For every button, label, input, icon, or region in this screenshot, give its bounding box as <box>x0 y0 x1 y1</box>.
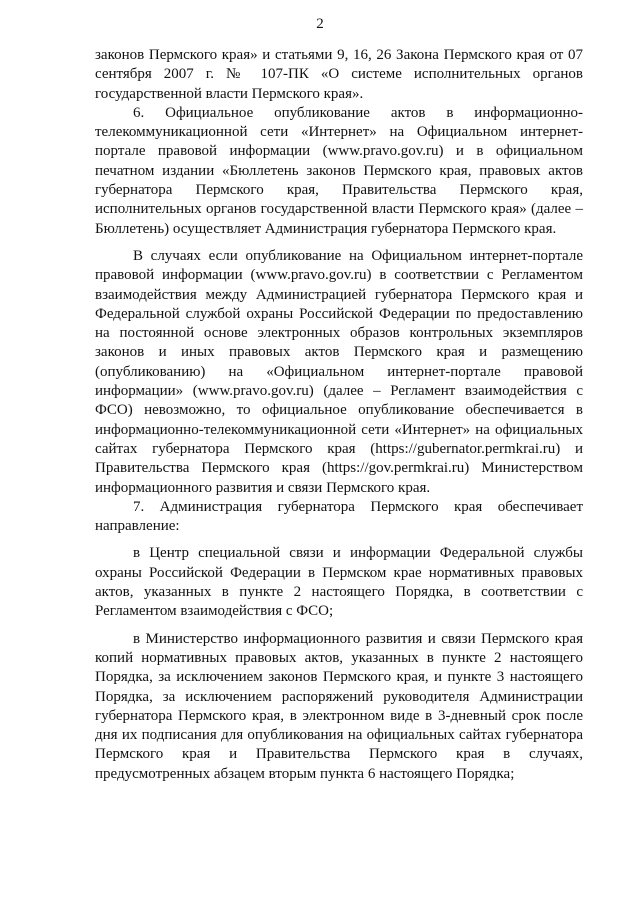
paragraph-item-7-ministry: в Министерство информационного развития и связи Пермского края копий нормативных правовых актов, указанных в пункте 2 настоящего Порядка, за исключением законов Пермского края, и пункте 3 настоящего Порядка, за исключением распоряжений руководителя Администрации губернатора Пермского края, в электронном виде в 3-дневный срок после дня их подписания для опубликования на официальных сайтах губернатора Пермского края и Правительства Пермского края в случаях, предусмотренных абзацем вторым пункта 6 настоящего Порядка; <box>95 630 583 782</box>
paragraph-item-7: 7. Администрация губернатора Пермского края обеспечивает направление: <box>95 498 583 535</box>
paragraph-item-6: 6. Официальное опубликование актов в информационно-телекоммуникационной сети «Интернет» на Официальном интернет-портале правовой информации (www.pravo.gov.ru) и в официальном печатном издании «Бюллетень законов Пермского края, правовых актов губернатора Пермского края, Правительства Пермского края, исполнительных органов государственной власти Пермского края» (далее – Бюллетень) осуществляет Администрация губернатора Пермского края. <box>95 104 583 237</box>
paragraph-publication-fallback: В случаях если опубликование на Официальном интернет-портале правовой информации (www.pravo.gov.ru) в соответствии с Регламентом взаимодействия между Администрацией губернатора Пермского края и Федеральной службой охраны Российской Федерации по предоставлению на постоянной основе электронных образов контрольных экземпляров законов и иных правовых актов Пермского края и размещению (опубликованию) на «Официальном интернет-портале правовой информации» (www.pravo.gov.ru) (далее – Регламент взаимодействия с ФСО) невозможно, то официальное опубликование обеспечивается в информационно-телекоммуникационной сети «Интернет» на официальных сайтах губернатора Пермского края (https://gubernator.permkrai.ru) и Правительства Пермского края (https://gov.permkrai.ru) Министерством информационного развития и связи Пермского края. <box>95 247 583 496</box>
page-number: 2 <box>316 16 324 32</box>
paragraph-item-7-fso: в Центр специальной связи и информации Федеральной службы охраны Российской Федерации в Пермском крае нормативных правовых актов, указанных в пункте 2 настоящего Порядка, в соответствии с Регламентом взаимодействия с ФСО; <box>95 545 583 620</box>
paragraph-continuation: законов Пермского края» и статьями 9, 16, 26 Закона Пермского края от 07 сентября 2007 г. № 107-ПК «О системе исполнительных органов государственной власти Пермского края». <box>95 47 583 102</box>
document-body <box>95 46 583 784</box>
